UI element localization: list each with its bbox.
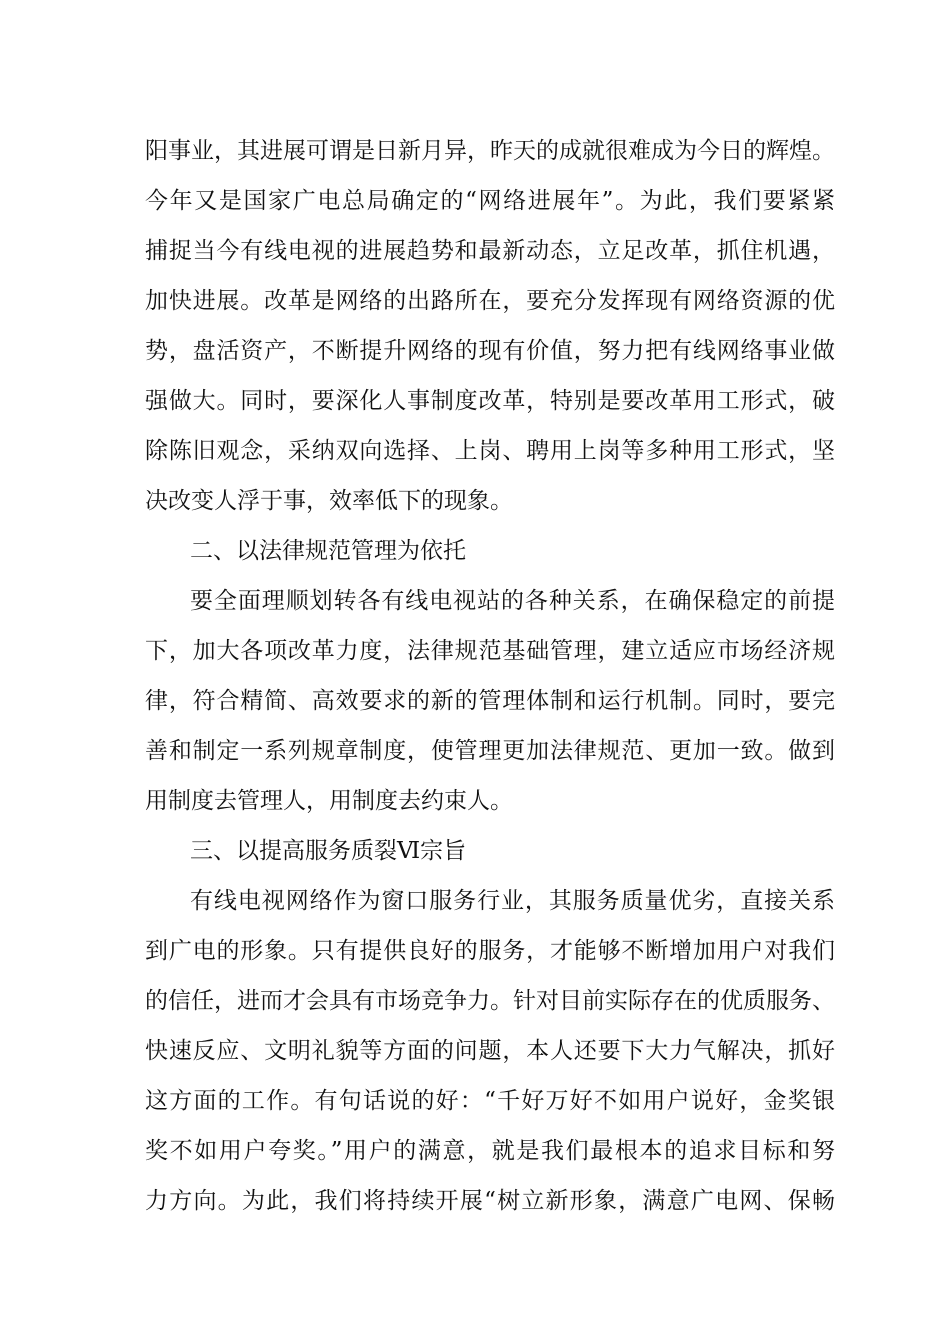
paragraph-line: 律，符合精简、高效要求的新的管理体制和运行机制。同时，要完 [145, 688, 835, 714]
paragraph-line: 捕捉当今有线电视的进展趋势和最新动态，立足改革，抓住机遇， [145, 238, 835, 264]
paragraph-line: 的信任，进而才会具有市场竞争力。针对目前实际存在的优质服务、 [145, 988, 835, 1014]
paragraph-line: 势，盘活资产，不断提升网络的现有价值，努力把有线网络事业做 [145, 338, 835, 364]
paragraph-line: 快速反应、文明礼貌等方面的问题，本人还要下大力气解决，抓好 [145, 1038, 835, 1064]
section-heading: 三、以提高服务质裂Ⅵ宗旨 [190, 838, 467, 864]
paragraph-line: 今年又是国家广电总局确定的“网络进展年”。为此，我们要紧紧 [145, 188, 835, 214]
section-heading: 二、以法律规范管理为依托 [190, 538, 466, 564]
paragraph-line: 到广电的形象。只有提供良好的服务，才能够不断增加用户对我们 [145, 938, 835, 964]
paragraph-line: 加快进展。改革是网络的出路所在，要充分发挥现有网络资源的优 [145, 288, 835, 314]
paragraph-line: 下，加大各项改革力度，法律规范基础管理，建立适应市场经济规 [145, 638, 835, 664]
paragraph-line: 奖不如用户夸奖。”用户的满意，就是我们最根本的追求目标和努 [145, 1138, 835, 1164]
paragraph-line: 用制度去管理人，用制度去约束人。 [145, 788, 513, 814]
paragraph-line: 要全面理顺划转各有线电视站的各种关系，在确保稳定的前提 [190, 588, 835, 614]
paragraph-line: 善和制定一系列规章制度，使管理更加法律规范、更加一致。做到 [145, 738, 835, 764]
paragraph-line: 有线电视网络作为窗口服务行业，其服务质量优劣，直接关系 [190, 888, 835, 914]
paragraph-line: 除陈旧观念，采纳双向选择、上岗、聘用上岗等多种用工形式，坚 [145, 438, 835, 464]
paragraph-line: 这方面的工作。有句话说的好：“千好万好不如用户说好，金奖银 [145, 1088, 835, 1114]
paragraph-line: 力方向。为此，我们将持续开展“树立新形象，满意广电网、保畅 [145, 1188, 835, 1214]
paragraph-line: 强做大。同时，要深化人事制度改革，特别是要改革用工形式，破 [145, 388, 835, 414]
paragraph-line: 决改变人浮于事，效率低下的现象。 [145, 488, 513, 514]
paragraph-line: 阳事业，其进展可谓是日新月异，昨天的成就很难成为今日的辉煌。 [145, 138, 835, 164]
